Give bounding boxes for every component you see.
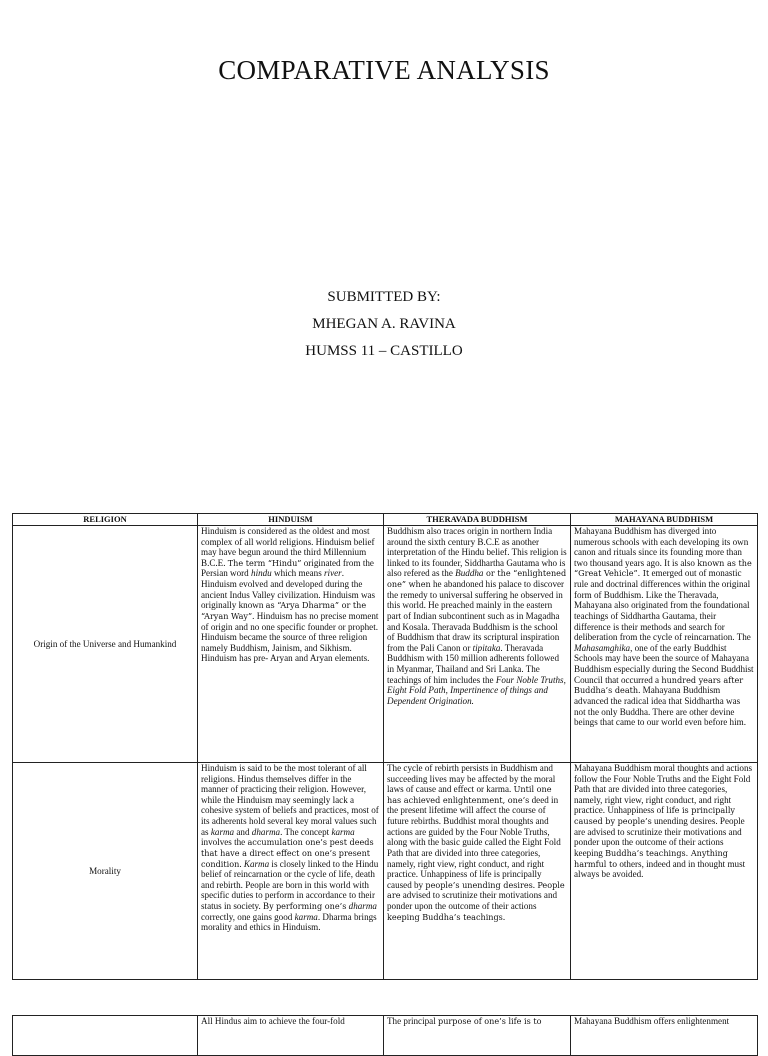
cell-theravada-purpose	[384, 1016, 571, 1056]
cell-text: .	[502, 911, 506, 922]
cell-text: Hinduism is considered as the oldest and most complex of all world religions. Hinduism belief may have begun around the third Millennium B.C.E.	[201, 525, 375, 568]
cell-text: The term “Hindu”	[227, 557, 302, 568]
cell-mahayana-morality	[571, 762, 758, 979]
cell-text: karma	[210, 826, 235, 837]
cell-text: . Hinduism evolved and developed during the ancient Indus Valley civilization. Hinduism was originally known	[201, 568, 376, 611]
cell-text: Hinduism is said to be the most tolerant of all religions. Hindus themselves differ in the manner of practicing their religion. However, while the Hinduism may seemingly lack a cohesive system of beliefs and practices, most of its adherents hold several key moral values such as	[201, 762, 379, 837]
cell-text: hundred years after Buddha’s death	[574, 674, 744, 696]
header-religion: RELIGION	[13, 514, 198, 526]
cell-text: .	[239, 858, 244, 869]
row-label-morality: Morality	[13, 762, 198, 979]
author-name: MHEGAN A. RAVINA	[312, 316, 456, 332]
cell-mahayana-origin	[571, 525, 758, 762]
cell-hinduism-purpose	[198, 1016, 384, 1056]
cell-text: . Dharma brings morality and ethics in Hinduism.	[201, 911, 377, 933]
cell-text: people’s unending desires	[425, 879, 533, 890]
cell-text: unending desires. People are advised to scrutinize their motivations and ponder upon the outcome of their actions keeping	[574, 816, 745, 858]
cell-text: performing one’s	[275, 901, 347, 912]
cell-text: as “Arya Dharma” or the “Aryan Way”	[201, 600, 367, 621]
cell-text: correctly, one gains good	[201, 911, 295, 922]
submitted-by-label: SUBMITTED BY:	[327, 289, 441, 305]
cell-text: . The concept	[280, 826, 332, 837]
table-row	[13, 525, 758, 762]
cell-text: deed in the present lifetime will affect the course of future rebirths. Buddhist moral thoughts and actions are guided by the Four Noble Truths, along with the basic guide called the Eight Fold Path that are divided into three categories, namely, right view, right conduct, and right practice. Unhappiness of life is principally caused by	[387, 794, 561, 890]
cell-text: hindu	[251, 568, 272, 579]
comparison-table-continued	[12, 1015, 758, 1056]
row-label-purpose	[13, 1016, 198, 1056]
cell-text: All Hindus aim to achieve the four-fold	[201, 1016, 345, 1026]
table-header-row	[13, 514, 758, 526]
cell-text: .	[532, 879, 538, 890]
cell-text: The cycle of rebirth persists in Buddhism and succeeding lives may be affected by the moral laws of cause and effect or karma.	[387, 762, 556, 795]
table-row	[13, 762, 758, 979]
cell-text: Until one has achieved enlightenment, one’s	[387, 784, 552, 805]
cell-text: which means	[271, 568, 325, 579]
cell-text: . Theravada Buddhism with 150 million adherents followed in Myanmar, Thailand and Sri Lanka. The teachings of him includes the	[387, 642, 560, 685]
cell-theravada-origin	[384, 525, 571, 762]
cell-mahayana-purpose	[571, 1016, 758, 1056]
cell-text: he abandoned his palace to discover the remedy to universal suffering he observed in this world. He preached mainly in the eastern part of Indian subcontinent such as in Magadha and Kosala. Theravada Buddhism is the school of Buddhism that draw its scriptural inspiration from the Pali Canon or	[387, 579, 565, 653]
cell-text: Karma	[243, 858, 270, 869]
header-hinduism: HINDUISM	[198, 514, 384, 526]
cell-text: dharma	[251, 826, 281, 837]
cell-text: Mahayana Buddhism has diverged into numerous schools with each developing its own canon and rituals since its founding more than two thousand years ago. It is also	[574, 525, 749, 568]
cell-text: . Mahayana Buddhism advanced the radical idea that Siddhartha was not the only Buddha. There are other devine beings that came to our world even before him.	[574, 685, 746, 728]
cell-text: is closely linked to the Hindu belief of reincarnation or the cycle of life, death and rebirth. People are born in this world with specific duties to perform in accordance to their status in society. By	[201, 858, 379, 912]
cell-text: others, indeed and in thought must always be avoided.	[574, 858, 746, 880]
cell-text: Buddha	[455, 568, 484, 579]
comparison-table	[12, 513, 758, 980]
cell-text: karma	[294, 911, 318, 922]
cell-text: river	[324, 568, 342, 579]
cell-text: dharma	[348, 901, 377, 912]
cell-text: , one of the early Buddhist Schools may have been the source of Mahayana Buddhism especially during the Second Buddhist Council that occurred a	[574, 642, 754, 685]
cell-text: originated from the Persian word	[201, 557, 374, 579]
cell-text: People are	[387, 879, 565, 901]
cell-theravada-morality	[384, 762, 571, 979]
cell-text: or the “enlightened one” when	[387, 568, 567, 590]
cell-hinduism-morality	[198, 762, 384, 979]
cell-text: advised to scrutinize their motivations and ponder upon the outcome of their actions	[387, 890, 558, 912]
cell-text: tipitaka	[472, 642, 501, 653]
cell-text: The principal	[387, 1016, 439, 1026]
cell-text: Mahayana Buddhism moral thoughts and actions follow the Four Noble Truths and the Eight Fold Path that are divided into three categories, namely, right view, right conduct, and right practice. Unhappiness of	[574, 762, 753, 816]
cell-text: and	[234, 826, 252, 837]
header-theravada: THERAVADA BUDDHISM	[384, 514, 571, 526]
cell-text: Buddha’s teachings. Anything harmful to	[574, 847, 728, 869]
cell-text: . Hinduism has no precise moment of origin and no one specific founder or prophet. Hinduism became the source of three religion namely Buddhism, Jainism, and Sikhism. Hinduism has pre- Aryan and Aryan elements.	[201, 610, 379, 664]
cell-text: Mahasamghika	[574, 642, 631, 653]
class-section: HUMSS 11 – CASTILLO	[305, 343, 463, 359]
cell-text: emerged out of monastic rule and doctrinal differences within the original form of Buddhism. Like the Theravada, Mahayana also originated from the foundational teachings of Siddhartha Gautama, their difference is their methods and search for deliberation from the cycle of reincarnation. The	[574, 568, 751, 643]
cell-text: purpose of one’s life is to	[438, 1016, 542, 1026]
cell-text: keeping Buddha’s teachings	[387, 911, 503, 922]
cell-text: accumulation one’s pest deeds that have a direct effect on one’s present condition	[201, 837, 374, 869]
cell-text: karma	[331, 826, 355, 837]
cell-text: Mahayana Buddhism offers enlightenment	[574, 1016, 730, 1026]
cell-text: Buddhism also traces origin in northern India around the sixth century B.C.E as another interpretation of the Hindu belief. This religion is linked to its founder, Siddhartha Gautama who is also refered as the	[387, 525, 567, 579]
cell-text: Four Noble Truths, Eight Fold Path, Impertinence of things and Dependent Origination.	[387, 674, 566, 706]
cell-text: known as the “Great Vehicle”. It	[574, 557, 752, 579]
cell-text: involves the	[201, 837, 248, 848]
document-title: COMPARATIVE ANALYSIS	[218, 55, 550, 85]
cell-hinduism-origin	[198, 525, 384, 762]
cell-text: life is principally caused by people’s	[574, 805, 736, 827]
header-mahayana: MAHAYANA BUDDHISM	[571, 514, 758, 526]
table-row	[13, 1016, 758, 1056]
row-label-origin: Origin of the Universe and Humankind	[13, 525, 198, 762]
